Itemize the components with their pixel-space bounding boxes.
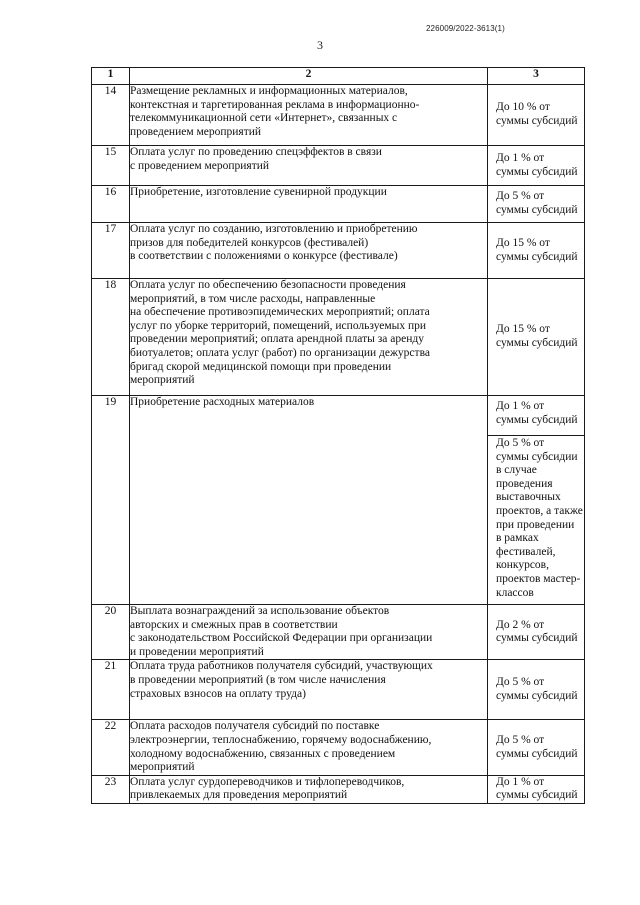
text-line: суммы субсидий [496, 747, 578, 760]
row-description [130, 605, 488, 660]
text-line: Оплата труда работников получателя субсидий, участвующих [130, 660, 433, 673]
text-line: До 15 % от [496, 236, 550, 249]
text-line: Приобретение расходных материалов [130, 396, 315, 408]
text-line: в соответствии с положениями о конкурсе (фестивале) [130, 250, 398, 263]
text-line: авторских и смежных прав в соответствии [130, 618, 338, 631]
text-line: проведением мероприятий [130, 125, 262, 138]
text-line: Оплата расходов получателя субсидий по поставке [130, 720, 380, 733]
text-line: Размещение рекламных и информационных материалов, [130, 85, 408, 97]
text-line: До 10 % от [496, 101, 550, 114]
row-number: 19 [92, 396, 130, 605]
row-description [130, 279, 488, 396]
row-value [488, 605, 585, 660]
page-number: 3 [317, 38, 323, 52]
column-header: 3 [488, 68, 585, 85]
text-line: классов [496, 586, 534, 599]
text-line: мероприятий [130, 374, 195, 387]
row-number: 22 [92, 720, 130, 775]
text-line: суммы субсидий [496, 337, 578, 349]
table-row [92, 775, 585, 803]
row-number: 17 [92, 223, 130, 279]
row-value [488, 775, 585, 803]
text-line: До 5 % от [496, 676, 545, 689]
text-line: призов для победителей конкурсов (фестивалей) [130, 236, 369, 249]
text-line: холодному водоснабжению, связанных с проведением [130, 747, 396, 760]
text-line: Приобретение, изготовление сувенирной продукции [130, 186, 387, 198]
row-number: 18 [92, 279, 130, 396]
table-row [92, 396, 585, 436]
text-line: в случае [496, 464, 537, 477]
text-line: мероприятий, в том числе расходы, направленные [130, 292, 376, 305]
text-line: электроэнергии, теплоснабжению, горячему водоснабжению, [130, 733, 432, 746]
text-line: бригад скорой медицинской помощи при проведении [130, 360, 392, 373]
text-line: и проведении мероприятий [130, 645, 264, 658]
row-number: 21 [92, 660, 130, 720]
text-line: суммы субсидий [496, 689, 578, 702]
text-line: мероприятий [130, 761, 195, 774]
text-line: проектов мастер- [496, 572, 581, 585]
text-line: на обеспечение противоэпидемических мероприятий; оплата [130, 306, 430, 319]
text-line: Оплата услуг по созданию, изготовлению и приобретению [130, 223, 418, 235]
text-line: суммы субсидий [496, 165, 578, 178]
table-row [92, 720, 585, 775]
text-line: фестивалей, [496, 545, 556, 558]
text-line: в проведении мероприятий (в том числе начисления [130, 673, 386, 686]
row-description [130, 396, 488, 605]
row-number: 20 [92, 605, 130, 660]
text-line: выставочных [496, 491, 561, 504]
row-value [488, 720, 585, 775]
text-line: До 1 % от [496, 151, 545, 164]
row-number: 15 [92, 146, 130, 186]
text-line: суммы субсидий [496, 250, 578, 263]
table-row [92, 223, 585, 279]
row-value [488, 85, 585, 146]
table-row [92, 279, 585, 396]
text-line: контекстная и таргетированная реклама в информационно- [130, 98, 420, 111]
row-value [488, 396, 585, 436]
text-line: До 1 % от [496, 400, 545, 412]
text-line: привлекаемых для проведения мероприятий [130, 789, 348, 802]
text-line: суммы субсидий [496, 204, 578, 216]
row-value [488, 186, 585, 223]
text-line: услуг по уборке территорий, помещений, используемых при [130, 319, 427, 332]
text-line: Оплата услуг по проведению спецэффектов в связи [130, 146, 382, 158]
row-number: 14 [92, 85, 130, 146]
text-line: До 15 % от [496, 323, 550, 336]
text-line: До 1 % от [496, 775, 545, 788]
row-description [130, 146, 488, 186]
row-description [130, 85, 488, 146]
column-header: 2 [130, 68, 488, 85]
text-line: До 5 % от [496, 733, 545, 746]
table-row [92, 85, 585, 146]
text-line: биотуалетов; оплата услуг (работ) по организации дежурства [130, 346, 430, 359]
text-line: в рамках [496, 532, 539, 545]
text-line: суммы субсидий [496, 789, 578, 802]
text-line: страховых взносов на оплату труда) [130, 687, 306, 700]
row-value [488, 223, 585, 279]
text-line: суммы субсидий [496, 115, 578, 127]
text-line: Оплата услуг сурдопереводчиков и тифлопереводчиков, [130, 775, 405, 788]
column-header: 1 [92, 68, 130, 85]
table-row [92, 605, 585, 660]
row-description [130, 660, 488, 720]
table-header-row [92, 68, 585, 85]
text-line: конкурсов, [496, 559, 549, 572]
text-line: суммы субсидии [496, 450, 578, 463]
row-number: 16 [92, 186, 130, 223]
row-value [488, 279, 585, 396]
text-line: с проведением мероприятий [130, 159, 270, 172]
text-line: при проведении [496, 518, 575, 531]
row-value [488, 146, 585, 186]
text-line: До 5 % от [496, 437, 545, 449]
row-description [130, 720, 488, 775]
text-line: суммы субсидий [496, 632, 578, 645]
row-number: 23 [92, 775, 130, 803]
text-line: с законодательством Российской Федерации при организации [130, 632, 433, 645]
text-line: проектов, а также [496, 504, 583, 517]
row-value [488, 660, 585, 720]
table-row [92, 186, 585, 223]
text-line: До 5 % от [496, 190, 545, 203]
row-description [130, 775, 488, 803]
row-description [130, 186, 488, 223]
expenses-table [91, 67, 585, 804]
document-id: 226009/2022-3613(1) [426, 24, 505, 33]
row-description [130, 223, 488, 279]
table-row [92, 660, 585, 720]
text-line: проведении мероприятий; оплата арендной платы за аренду [130, 333, 424, 346]
table-row [92, 146, 585, 186]
text-line: проведения [496, 477, 553, 490]
text-line: суммы субсидий [496, 413, 578, 426]
text-line: телекоммуникационной сети «Интернет», связанных с [130, 112, 398, 125]
text-line: До 2 % от [496, 618, 545, 631]
row-value-alt [488, 436, 585, 605]
text-line: Выплата вознаграждений за использование объектов [130, 605, 390, 617]
text-line: Оплата услуг по обеспечению безопасности проведения [130, 279, 406, 291]
